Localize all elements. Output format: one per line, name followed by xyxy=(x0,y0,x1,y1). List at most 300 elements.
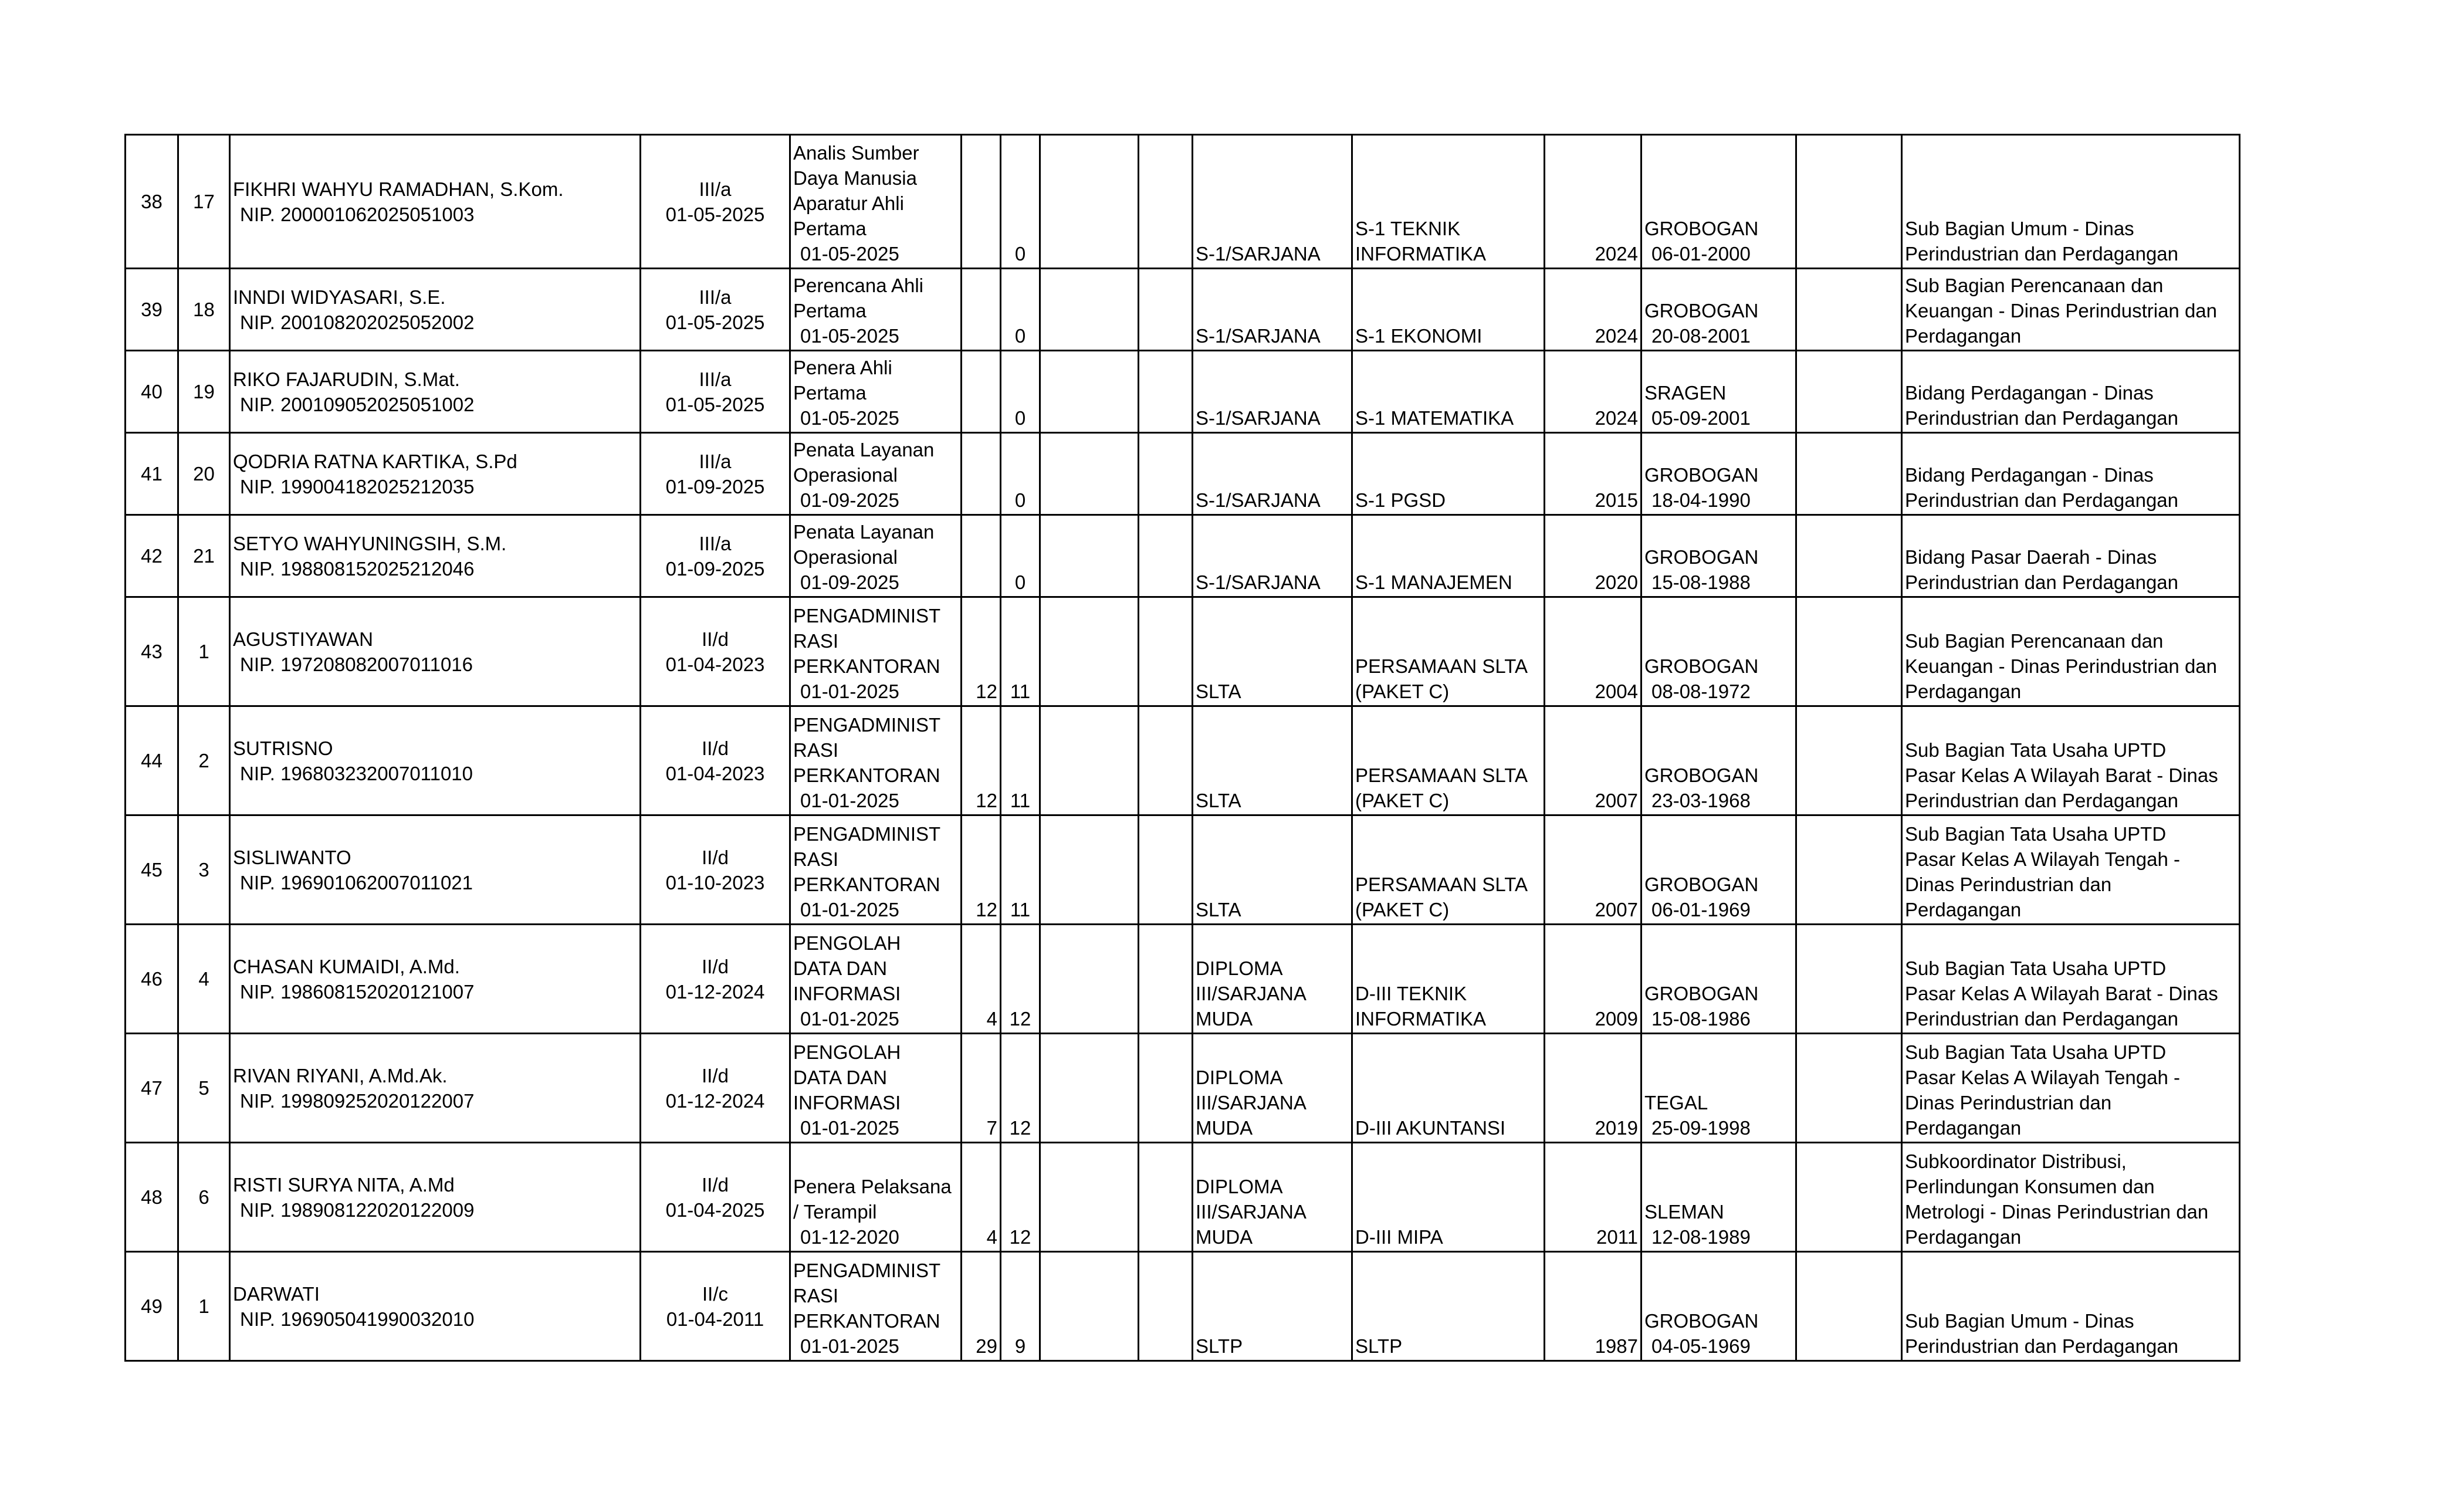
empty-cell xyxy=(1796,135,1902,269)
unit-kerja-cell xyxy=(1902,815,2240,925)
tempat-lahir: GROBOGAN xyxy=(1644,983,1759,1004)
employee-nip: NIP. 198608152020121007 xyxy=(240,980,475,1003)
pendidikan-line: MUDA xyxy=(1196,1117,1253,1139)
golongan: II/d xyxy=(702,1173,729,1196)
table-row xyxy=(126,1252,2240,1361)
unit-kerja-line: Keuangan - Dinas Perindustrian dan xyxy=(1905,655,2218,677)
masa-kerja-bulan: 11 xyxy=(1001,815,1040,925)
employee-cell xyxy=(230,1252,641,1361)
jabatan-line: Operasional xyxy=(793,464,898,486)
unit-kerja-cell xyxy=(1902,597,2240,706)
masa-kerja-tahun xyxy=(962,433,1001,515)
table-row xyxy=(126,1143,2240,1252)
tempat-lahir: SRAGEN xyxy=(1644,382,1727,404)
tmt-jabatan: 01-01-2025 xyxy=(800,681,899,702)
golongan: III/a xyxy=(699,450,732,472)
unit-kerja-line: Perindustrian dan Perdagangan xyxy=(1905,243,2179,265)
jabatan-cell xyxy=(790,1252,962,1361)
empty-cell xyxy=(1040,1252,1139,1361)
empty-cell xyxy=(1139,515,1193,597)
tanggal-lahir: 05-09-2001 xyxy=(1651,407,1751,429)
jurusan-cell xyxy=(1352,1034,1545,1143)
jabatan-line: INFORMASI xyxy=(793,1092,901,1113)
unit-kerja-line: Bidang Perdagangan - Dinas xyxy=(1905,382,2154,404)
unit-kerja-line: Metrologi - Dinas Perindustrian dan xyxy=(1905,1201,2209,1223)
jabatan-line: Pertama xyxy=(793,218,867,239)
jabatan-line: Penata Layanan xyxy=(793,439,935,461)
tahun-lulus: 2015 xyxy=(1545,433,1641,515)
employee-nip: NIP. 198908122020122009 xyxy=(240,1199,475,1221)
masa-kerja-bulan: 11 xyxy=(1001,597,1040,706)
golongan-cell xyxy=(641,515,790,597)
pendidikan-cell xyxy=(1193,925,1352,1034)
jurusan-line: S-1 EKONOMI xyxy=(1355,325,1483,347)
unit-kerja-cell xyxy=(1902,135,2240,269)
unit-kerja-cell xyxy=(1902,351,2240,433)
jabatan-line: Daya Manusia xyxy=(793,167,917,189)
unit-kerja-line: Perlindungan Konsumen dan xyxy=(1905,1176,2155,1197)
tmt-golongan: 01-09-2025 xyxy=(665,475,765,497)
tanggal-lahir: 15-08-1988 xyxy=(1651,571,1751,593)
tahun-lulus: 2011 xyxy=(1545,1143,1641,1252)
unit-kerja-line: Pasar Kelas A Wilayah Tengah - xyxy=(1905,848,2180,870)
employee-cell xyxy=(230,1034,641,1143)
unit-kerja-line: Dinas Perindustrian dan xyxy=(1905,874,2112,895)
sub-number: 21 xyxy=(178,515,230,597)
empty-cell xyxy=(1796,433,1902,515)
tempat-lahir: GROBOGAN xyxy=(1644,546,1759,568)
row-number: 47 xyxy=(126,1034,178,1143)
sub-number: 6 xyxy=(178,1143,230,1252)
tmt-golongan: 01-10-2023 xyxy=(665,871,765,893)
unit-kerja-cell xyxy=(1902,269,2240,351)
tmt-jabatan: 01-05-2025 xyxy=(800,325,899,347)
jabatan-line: RASI xyxy=(793,739,839,761)
tempat-lahir: GROBOGAN xyxy=(1644,218,1759,239)
golongan-cell xyxy=(641,1034,790,1143)
tempat-lahir: TEGAL xyxy=(1644,1092,1708,1113)
sub-number: 3 xyxy=(178,815,230,925)
unit-kerja-line: Perdagangan xyxy=(1905,899,2022,920)
tmt-golongan: 01-04-2011 xyxy=(666,1308,764,1330)
masa-kerja-tahun xyxy=(962,135,1001,269)
tahun-lulus: 1987 xyxy=(1545,1252,1641,1361)
employee-cell xyxy=(230,815,641,925)
masa-kerja-tahun: 12 xyxy=(962,706,1001,815)
tmt-golongan: 01-12-2024 xyxy=(665,980,765,1003)
unit-kerja-cell xyxy=(1902,1252,2240,1361)
tmt-golongan: 01-05-2025 xyxy=(665,393,765,415)
jurusan-line: INFORMATIKA xyxy=(1355,1008,1487,1030)
employee-name: RIKO FAJARUDIN, S.Mat. xyxy=(233,368,460,390)
empty-cell xyxy=(1040,1034,1139,1143)
table-row xyxy=(126,815,2240,925)
employee-name: FIKHRI WAHYU RAMADHAN, S.Kom. xyxy=(233,178,564,200)
unit-kerja-line: Perindustrian dan Perdagangan xyxy=(1905,1335,2179,1357)
row-number: 43 xyxy=(126,597,178,706)
tanggal-lahir: 06-01-2000 xyxy=(1651,243,1751,265)
sub-number: 1 xyxy=(178,597,230,706)
masa-kerja-bulan: 0 xyxy=(1001,135,1040,269)
jabatan-line: PERKANTORAN xyxy=(793,874,940,895)
tanggal-lahir: 08-08-1972 xyxy=(1651,681,1751,702)
masa-kerja-tahun: 12 xyxy=(962,597,1001,706)
sub-number: 17 xyxy=(178,135,230,269)
employee-name: AGUSTIYAWAN xyxy=(233,628,373,650)
employee-table xyxy=(124,134,2240,1362)
jabatan-cell xyxy=(790,351,962,433)
masa-kerja-tahun: 12 xyxy=(962,815,1001,925)
pendidikan-cell xyxy=(1193,1252,1352,1361)
tempat-lahir: GROBOGAN xyxy=(1644,300,1759,321)
masa-kerja-tahun: 4 xyxy=(962,1143,1001,1252)
tmt-jabatan: 01-09-2025 xyxy=(800,571,899,593)
jabatan-line: Aparatur Ahli xyxy=(793,192,904,214)
employee-nip: NIP. 196803232007011010 xyxy=(240,762,473,784)
golongan-cell xyxy=(641,351,790,433)
tanggal-lahir: 25-09-1998 xyxy=(1651,1117,1751,1139)
jabatan-line: PENGADMINIST xyxy=(793,1260,941,1281)
pendidikan-line: III/SARJANA xyxy=(1196,1092,1307,1113)
row-number: 44 xyxy=(126,706,178,815)
employee-nip: NIP. 200108202025052002 xyxy=(240,311,475,333)
masa-kerja-bulan: 0 xyxy=(1001,515,1040,597)
employee-nip: NIP. 197208082007011016 xyxy=(240,653,473,675)
jabatan-line: INFORMASI xyxy=(793,983,901,1004)
unit-kerja-line: Sub Bagian Umum - Dinas xyxy=(1905,218,2134,239)
pendidikan-line: S-1/SARJANA xyxy=(1196,571,1321,593)
unit-kerja-line: Pasar Kelas A Wilayah Tengah - xyxy=(1905,1067,2180,1088)
jabatan-line: DATA DAN xyxy=(793,1067,888,1088)
jabatan-line: PENGOLAH xyxy=(793,1041,901,1063)
employee-cell xyxy=(230,706,641,815)
tmt-golongan: 01-04-2025 xyxy=(665,1199,765,1221)
jabatan-line: RASI xyxy=(793,630,839,652)
empty-cell xyxy=(1040,925,1139,1034)
jabatan-cell xyxy=(790,1034,962,1143)
tempat-tgl-lahir-cell xyxy=(1641,815,1796,925)
golongan: II/d xyxy=(702,846,729,868)
pendidikan-line: III/SARJANA xyxy=(1196,1201,1307,1223)
jurusan-line: S-1 MATEMATIKA xyxy=(1355,407,1514,429)
employee-name: SUTRISNO xyxy=(233,737,333,759)
tempat-tgl-lahir-cell xyxy=(1641,706,1796,815)
jabatan-line: PENGADMINIST xyxy=(793,605,941,627)
unit-kerja-line: Sub Bagian Umum - Dinas xyxy=(1905,1310,2134,1332)
tmt-golongan: 01-04-2023 xyxy=(665,762,765,784)
empty-cell xyxy=(1040,815,1139,925)
unit-kerja-line: Bidang Perdagangan - Dinas xyxy=(1905,464,2154,486)
masa-kerja-bulan: 0 xyxy=(1001,269,1040,351)
table-row xyxy=(126,515,2240,597)
employee-nip: NIP. 199809252020122007 xyxy=(240,1089,475,1112)
empty-cell xyxy=(1139,135,1193,269)
jabatan-cell xyxy=(790,269,962,351)
jabatan-cell xyxy=(790,925,962,1034)
masa-kerja-bulan: 12 xyxy=(1001,925,1040,1034)
jabatan-cell xyxy=(790,597,962,706)
empty-cell xyxy=(1040,515,1139,597)
unit-kerja-line: Subkoordinator Distribusi, xyxy=(1905,1150,2127,1172)
table-row xyxy=(126,433,2240,515)
unit-kerja-line: Perindustrian dan Perdagangan xyxy=(1905,790,2179,811)
empty-cell xyxy=(1796,1143,1902,1252)
tempat-tgl-lahir-cell xyxy=(1641,135,1796,269)
employee-name: SISLIWANTO xyxy=(233,846,351,868)
unit-kerja-line: Perdagangan xyxy=(1905,1226,2022,1248)
empty-cell xyxy=(1139,351,1193,433)
row-number: 48 xyxy=(126,1143,178,1252)
jurusan-cell xyxy=(1352,706,1545,815)
table-row xyxy=(126,597,2240,706)
jurusan-cell xyxy=(1352,515,1545,597)
unit-kerja-cell xyxy=(1902,1034,2240,1143)
jurusan-line: (PAKET C) xyxy=(1355,681,1450,702)
tempat-lahir: SLEMAN xyxy=(1644,1201,1724,1223)
sub-number: 5 xyxy=(178,1034,230,1143)
unit-kerja-cell xyxy=(1902,706,2240,815)
unit-kerja-line: Sub Bagian Tata Usaha UPTD xyxy=(1905,957,2167,979)
pendidikan-cell xyxy=(1193,135,1352,269)
pendidikan-cell xyxy=(1193,515,1352,597)
table-row xyxy=(126,351,2240,433)
tempat-lahir: GROBOGAN xyxy=(1644,464,1759,486)
tempat-lahir: GROBOGAN xyxy=(1644,874,1759,895)
tempat-tgl-lahir-cell xyxy=(1641,925,1796,1034)
jabatan-cell xyxy=(790,815,962,925)
masa-kerja-tahun: 7 xyxy=(962,1034,1001,1143)
tmt-jabatan: 01-01-2025 xyxy=(800,1008,899,1030)
empty-cell xyxy=(1796,351,1902,433)
golongan-cell xyxy=(641,269,790,351)
golongan-cell xyxy=(641,1252,790,1361)
tanggal-lahir: 18-04-1990 xyxy=(1651,489,1751,511)
tempat-tgl-lahir-cell xyxy=(1641,1034,1796,1143)
empty-cell xyxy=(1796,815,1902,925)
jurusan-line: S-1 TEKNIK xyxy=(1355,218,1461,239)
tempat-lahir: GROBOGAN xyxy=(1644,1310,1759,1332)
jurusan-cell xyxy=(1352,1252,1545,1361)
jabatan-line: RASI xyxy=(793,848,839,870)
pendidikan-cell xyxy=(1193,433,1352,515)
jurusan-line: S-1 MANAJEMEN xyxy=(1355,571,1512,593)
tempat-lahir: GROBOGAN xyxy=(1644,655,1759,677)
table-row xyxy=(126,1034,2240,1143)
tmt-jabatan: 01-05-2025 xyxy=(800,407,899,429)
golongan-cell xyxy=(641,925,790,1034)
sub-number: 20 xyxy=(178,433,230,515)
employee-cell xyxy=(230,269,641,351)
golongan: II/d xyxy=(702,628,729,650)
table-row xyxy=(126,269,2240,351)
empty-cell xyxy=(1040,433,1139,515)
row-number: 49 xyxy=(126,1252,178,1361)
empty-cell xyxy=(1040,351,1139,433)
employee-cell xyxy=(230,925,641,1034)
jurusan-cell xyxy=(1352,135,1545,269)
table-body xyxy=(126,135,2240,1361)
pendidikan-line: MUDA xyxy=(1196,1008,1253,1030)
jurusan-cell xyxy=(1352,351,1545,433)
tempat-tgl-lahir-cell xyxy=(1641,1143,1796,1252)
empty-cell xyxy=(1139,597,1193,706)
golongan: II/d xyxy=(702,737,729,759)
employee-nip: NIP. 200001062025051003 xyxy=(240,203,475,225)
row-number: 42 xyxy=(126,515,178,597)
pendidikan-cell xyxy=(1193,269,1352,351)
tempat-tgl-lahir-cell xyxy=(1641,433,1796,515)
golongan-cell xyxy=(641,135,790,269)
masa-kerja-bulan: 0 xyxy=(1001,433,1040,515)
unit-kerja-line: Perindustrian dan Perdagangan xyxy=(1905,407,2179,429)
pendidikan-line: SLTA xyxy=(1196,790,1241,811)
jurusan-cell xyxy=(1352,925,1545,1034)
tempat-tgl-lahir-cell xyxy=(1641,597,1796,706)
jurusan-cell xyxy=(1352,815,1545,925)
empty-cell xyxy=(1796,925,1902,1034)
empty-cell xyxy=(1040,269,1139,351)
pendidikan-cell xyxy=(1193,1143,1352,1252)
unit-kerja-cell xyxy=(1902,925,2240,1034)
jurusan-line: (PAKET C) xyxy=(1355,790,1450,811)
empty-cell xyxy=(1040,706,1139,815)
golongan-cell xyxy=(641,597,790,706)
row-number: 38 xyxy=(126,135,178,269)
pendidikan-line: S-1/SARJANA xyxy=(1196,489,1321,511)
golongan: III/a xyxy=(699,532,732,554)
masa-kerja-tahun: 4 xyxy=(962,925,1001,1034)
tanggal-lahir: 23-03-1968 xyxy=(1651,790,1751,811)
employee-cell xyxy=(230,351,641,433)
empty-cell xyxy=(1139,1252,1193,1361)
unit-kerja-line: Bidang Pasar Daerah - Dinas xyxy=(1905,546,2157,568)
employee-nip: NIP. 199004182025212035 xyxy=(240,475,475,497)
tmt-golongan: 01-09-2025 xyxy=(665,557,765,580)
table-row xyxy=(126,706,2240,815)
tempat-tgl-lahir-cell xyxy=(1641,269,1796,351)
employee-cell xyxy=(230,433,641,515)
employee-name: RISTI SURYA NITA, A.Md xyxy=(233,1173,455,1196)
masa-kerja-bulan: 9 xyxy=(1001,1252,1040,1361)
pendidikan-cell xyxy=(1193,706,1352,815)
employee-nip: NIP. 198808152025212046 xyxy=(240,557,475,580)
masa-kerja-bulan: 12 xyxy=(1001,1034,1040,1143)
unit-kerja-cell xyxy=(1902,515,2240,597)
golongan: III/a xyxy=(699,368,732,390)
masa-kerja-bulan: 12 xyxy=(1001,1143,1040,1252)
jabatan-line: Pertama xyxy=(793,300,867,321)
golongan-cell xyxy=(641,433,790,515)
employee-cell xyxy=(230,515,641,597)
employee-name: CHASAN KUMAIDI, A.Md. xyxy=(233,955,460,977)
jabatan-cell xyxy=(790,515,962,597)
jurusan-line: PERSAMAAN SLTA xyxy=(1355,764,1528,786)
tmt-jabatan: 01-01-2025 xyxy=(800,1117,899,1139)
row-number: 39 xyxy=(126,269,178,351)
golongan-cell xyxy=(641,815,790,925)
pendidikan-line: MUDA xyxy=(1196,1226,1253,1248)
jurusan-line: D-III TEKNIK xyxy=(1355,983,1467,1004)
tahun-lulus: 2007 xyxy=(1545,706,1641,815)
unit-kerja-line: Perdagangan xyxy=(1905,325,2022,347)
employee-nip: NIP. 196905041990032010 xyxy=(240,1308,475,1330)
jabatan-line: Penera Pelaksana xyxy=(793,1176,952,1197)
unit-kerja-line: Pasar Kelas A Wilayah Barat - Dinas xyxy=(1905,764,2218,786)
pendidikan-line: S-1/SARJANA xyxy=(1196,407,1321,429)
empty-cell xyxy=(1796,597,1902,706)
unit-kerja-line: Pasar Kelas A Wilayah Barat - Dinas xyxy=(1905,983,2218,1004)
masa-kerja-tahun: 29 xyxy=(962,1252,1001,1361)
jabatan-line: Penera Ahli xyxy=(793,357,892,378)
empty-cell xyxy=(1796,1034,1902,1143)
employee-name: DARWATI xyxy=(233,1282,320,1305)
jurusan-cell xyxy=(1352,269,1545,351)
empty-cell xyxy=(1040,1143,1139,1252)
pendidikan-line: S-1/SARJANA xyxy=(1196,325,1321,347)
jurusan-line: PERSAMAAN SLTA xyxy=(1355,874,1528,895)
pendidikan-line: SLTA xyxy=(1196,899,1241,920)
pendidikan-line: DIPLOMA xyxy=(1196,1176,1283,1197)
tahun-lulus: 2024 xyxy=(1545,351,1641,433)
empty-cell xyxy=(1139,706,1193,815)
tmt-jabatan: 01-01-2025 xyxy=(800,790,899,811)
tmt-golongan: 01-04-2023 xyxy=(665,653,765,675)
tmt-jabatan: 01-01-2025 xyxy=(800,1335,899,1357)
golongan: II/d xyxy=(702,955,729,977)
table-row xyxy=(126,135,2240,269)
golongan: II/c xyxy=(702,1282,728,1305)
golongan: III/a xyxy=(699,178,732,200)
unit-kerja-line: Perdagangan xyxy=(1905,1117,2022,1139)
jabatan-cell xyxy=(790,706,962,815)
tanggal-lahir: 12-08-1989 xyxy=(1651,1226,1751,1248)
jabatan-line: Penata Layanan xyxy=(793,521,935,543)
tmt-jabatan: 01-09-2025 xyxy=(800,489,899,511)
tanggal-lahir: 20-08-2001 xyxy=(1651,325,1751,347)
masa-kerja-bulan: 0 xyxy=(1001,351,1040,433)
tahun-lulus: 2024 xyxy=(1545,269,1641,351)
tmt-golongan: 01-12-2024 xyxy=(665,1089,765,1112)
unit-kerja-cell xyxy=(1902,1143,2240,1252)
unit-kerja-cell xyxy=(1902,433,2240,515)
table-row xyxy=(126,925,2240,1034)
jurusan-line: INFORMATIKA xyxy=(1355,243,1487,265)
tahun-lulus: 2019 xyxy=(1545,1034,1641,1143)
empty-cell xyxy=(1040,135,1139,269)
golongan-cell xyxy=(641,706,790,815)
jabatan-line: / Terampil xyxy=(793,1201,877,1223)
sub-number: 1 xyxy=(178,1252,230,1361)
masa-kerja-tahun xyxy=(962,515,1001,597)
pendidikan-line: DIPLOMA xyxy=(1196,957,1283,979)
masa-kerja-tahun xyxy=(962,269,1001,351)
tahun-lulus: 2004 xyxy=(1545,597,1641,706)
pendidikan-cell xyxy=(1193,597,1352,706)
employee-nip: NIP. 196901062007011021 xyxy=(240,871,473,893)
tanggal-lahir: 06-01-1969 xyxy=(1651,899,1751,920)
empty-cell xyxy=(1139,815,1193,925)
jabatan-line: PERKANTORAN xyxy=(793,1310,940,1332)
tempat-tgl-lahir-cell xyxy=(1641,1252,1796,1361)
tmt-jabatan: 01-12-2020 xyxy=(800,1226,899,1248)
unit-kerja-line: Sub Bagian Perencanaan dan xyxy=(1905,275,2164,296)
jabatan-cell xyxy=(790,433,962,515)
jabatan-line: PERKANTORAN xyxy=(793,655,940,677)
unit-kerja-line: Perindustrian dan Perdagangan xyxy=(1905,489,2179,511)
tempat-tgl-lahir-cell xyxy=(1641,515,1796,597)
tempat-tgl-lahir-cell xyxy=(1641,351,1796,433)
jurusan-line: PERSAMAAN SLTA xyxy=(1355,655,1528,677)
